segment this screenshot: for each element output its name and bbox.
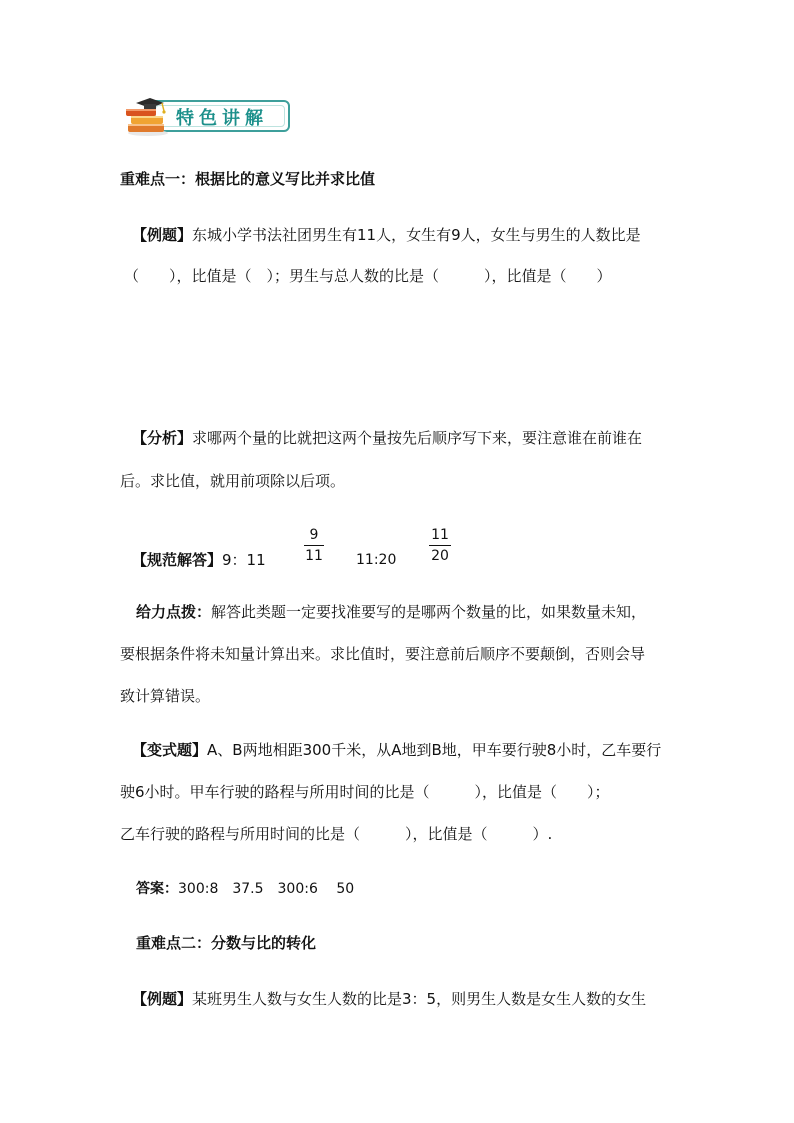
variant-answer-values: 300:8 37.5 300:6 50 bbox=[178, 881, 355, 897]
tip-tag: 给力点拨： bbox=[136, 603, 212, 621]
example-tag: 【例题】 bbox=[132, 226, 193, 244]
example-text-line2: （ ），比值是（ ）；男生与总人数的比是（ ），比值是（ ） bbox=[124, 267, 612, 285]
answer-ratio-1: 9：11 bbox=[222, 551, 266, 569]
fraction-denominator: 11 bbox=[305, 548, 323, 564]
tip-text-line1: 解答此类题一定要找准要写的是哪两个数量的比，如果数量未知， bbox=[211, 603, 647, 621]
variant-text-line3: 乙车行驶的路程与所用时间的比是（ ），比值是（ ）. bbox=[120, 825, 553, 843]
banner-title: 特色讲解 bbox=[176, 108, 268, 129]
example-paragraph bbox=[132, 228, 641, 243]
section2-heading: 重难点二：分数与比的转化 bbox=[136, 934, 317, 952]
example-text-line1: 东城小学书法社团男生有11人，女生有9人，女生与男生的人数比是 bbox=[192, 226, 641, 244]
fraction-numerator: 9 bbox=[309, 527, 319, 543]
section2-example-text-line1: 某班男生人数与女生人数的比是3：5，则男生人数是女生人数的女生 bbox=[192, 990, 647, 1008]
section1-heading: 重难点一：根据比的意义写比并求比值 bbox=[120, 170, 376, 188]
variant-answer-row bbox=[136, 882, 354, 896]
variant-paragraph bbox=[132, 743, 661, 758]
section-banner bbox=[122, 97, 294, 137]
variant-text-line2: 驶6小时。甲车行驶的路程与所用时间的比是（ ），比值是（ ）； bbox=[120, 783, 610, 801]
fraction-9-11 bbox=[304, 528, 324, 563]
tip-text-line2: 要根据条件将未知量计算出来。求比值时，要注意前后顺序不要颠倒，否则会导 bbox=[120, 645, 646, 663]
analysis-text-line2: 后。求比值，就用前项除以后项。 bbox=[120, 472, 346, 490]
fraction-numerator: 11 bbox=[431, 527, 449, 543]
answer-tag: 【规范解答】 bbox=[132, 551, 223, 569]
variant-text-line1: A、B两地相距300千米，从A地到B地，甲车要行驶8小时，乙车要行 bbox=[207, 741, 662, 759]
books-graduation-cap-icon bbox=[122, 97, 176, 137]
tip-text-line3: 致计算错误。 bbox=[120, 687, 211, 705]
tip-paragraph bbox=[136, 605, 646, 620]
variant-tag: 【变式题】 bbox=[132, 741, 208, 759]
fraction-11-20 bbox=[429, 528, 451, 563]
section2-example-paragraph bbox=[132, 992, 646, 1007]
fraction-denominator: 20 bbox=[431, 548, 449, 564]
answer-ratio-2: 11:20 bbox=[356, 552, 397, 568]
answer-row bbox=[132, 553, 266, 568]
section2-example-tag: 【例题】 bbox=[132, 990, 193, 1008]
analysis-text-line1: 求哪两个量的比就把这两个量按先后顺序写下来，要注意谁在前谁在 bbox=[192, 429, 643, 447]
analysis-tag: 【分析】 bbox=[132, 429, 193, 447]
variant-answer-label: 答案： bbox=[136, 881, 178, 897]
analysis-paragraph bbox=[132, 431, 642, 446]
